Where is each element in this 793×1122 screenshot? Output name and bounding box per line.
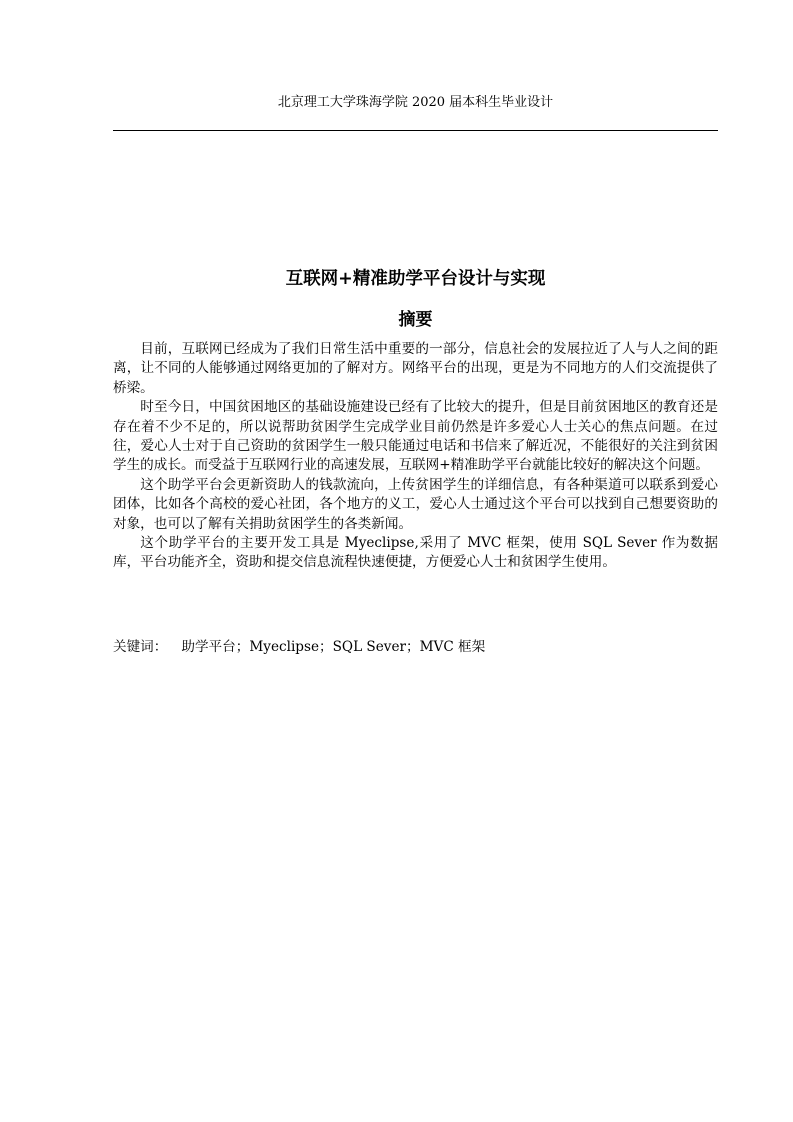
abstract-paragraph: 时至今日，中国贫困地区的基础设施建设已经有了比较大的提升，但是目前贫困地区的教育还是存在着不少不足的，所以说帮助贫困学生完成学业目前仍然是许多爱心人士关心的焦点问题。在过往，爱心人士对于自己资助的贫困学生一般只能通过电话和书信来了解近况，不能很好的关注到贫困学生的成长。而受益于互联网行业的高速发展，互联网+精准助学平台就能比较好的解决这个问题。 (113, 399, 718, 474)
abstract-heading: 摘要 (398, 310, 433, 330)
page-header: 北京理工大学珠海学院 2020 届本科生毕业设计 (277, 95, 554, 110)
abstract-paragraph: 这个助学平台会更新资助人的钱款流向，上传贫困学生的详细信息，有各种渠道可以联系到爱心团体，比如各个高校的爱心社团，各个地方的义工，爱心人士通过这个平台可以找到自己想要资助的对象，也可以了解有关捐助贫困学生的各类新闻。 (113, 476, 718, 532)
keywords-label: 关键词： (113, 639, 168, 655)
abstract-paragraph: 目前，互联网已经成为了我们日常生活中重要的一部分，信息社会的发展拉近了人与人之间的距离，让不同的人能够通过网络更加的了解对方。网络平台的出现，更是为不同地方的人们交流提供了桥梁。 (113, 341, 718, 396)
header-divider (113, 130, 718, 131)
abstract-paragraph: 这个助学平台的主要开发工具是 Myeclipse,采用了 MVC 框架，使用 SQL Sever 作为数据库，平台功能齐全，资助和提交信息流程快速便捷，方便爱心人士和贫困学生使用。 (113, 535, 718, 571)
keywords-line (113, 638, 718, 657)
keywords-text: 助学平台；Myeclipse；SQL Sever；MVC 框架 (181, 639, 486, 655)
document-title: 互联网+精准助学平台设计与实现 (285, 269, 546, 289)
abstract-body (113, 340, 718, 573)
